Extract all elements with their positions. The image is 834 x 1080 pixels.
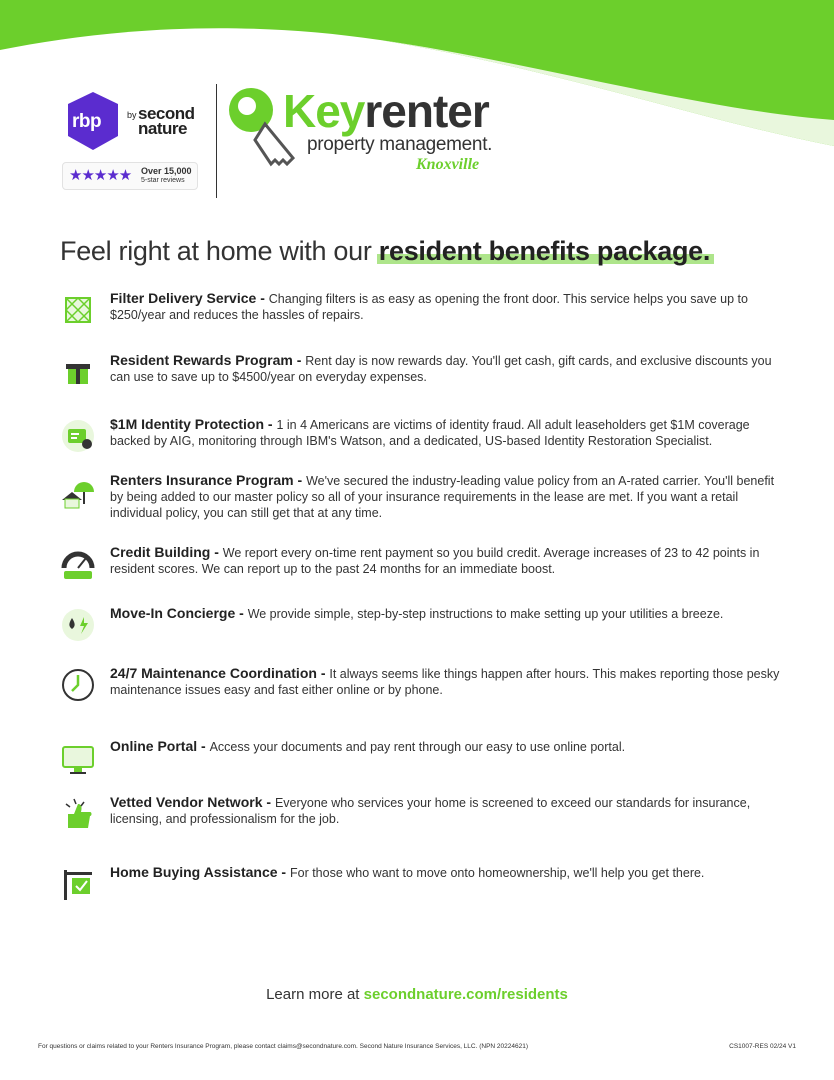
benefit-title: $1M Identity Protection - bbox=[110, 416, 277, 432]
second-nature-logo bbox=[138, 106, 195, 136]
page-headline bbox=[60, 236, 710, 267]
benefit-body: Everyone who services your home is screened to exceed our standards for insurance, licensing, and professionalism for the job. bbox=[110, 796, 751, 826]
learn-more-prefix: Learn more at bbox=[266, 986, 364, 1003]
benefit-title: Vetted Vendor Network - bbox=[110, 794, 275, 810]
benefit-text bbox=[110, 794, 780, 827]
five-stars-icon: ★★★★★ bbox=[69, 167, 132, 184]
keyrenter-subtitle: property management. bbox=[307, 134, 493, 155]
learn-more bbox=[0, 986, 834, 1003]
benefit-title: Filter Delivery Service - bbox=[110, 290, 269, 306]
home-sign-icon bbox=[60, 866, 96, 902]
reviews-badge bbox=[62, 162, 198, 190]
headline-prefix: Feel right at home with our bbox=[60, 236, 379, 266]
identity-card-icon bbox=[60, 418, 96, 454]
filter-icon bbox=[60, 292, 96, 328]
benefit-title: Online Portal - bbox=[110, 738, 210, 754]
reviews-label: 5-star reviews bbox=[141, 177, 185, 184]
monitor-icon bbox=[60, 740, 96, 776]
benefit-body: 1 in 4 Americans are victims of identity fraud. All adult leaseholders get $1M coverage backed by AIG, monitoring through IBM's Watson, and a dedicated, US-based Identity Restoration Specialist. bbox=[110, 418, 750, 448]
second-nature-line1: second bbox=[138, 104, 195, 123]
benefit-text bbox=[110, 738, 780, 755]
insurance-disclaimer: For questions or claims related to your Renters Insurance Program, please contact claims@secondnature.com. Second Nature Insurance Services, LLC. (NPN 20224621) bbox=[38, 1043, 529, 1050]
learn-more-link[interactable]: secondnature.com/residents bbox=[363, 986, 568, 1003]
benefit-body: Changing filters is as easy as opening the front door. This service helps you save up to $250/year and reduces the hassles of repairs. bbox=[110, 292, 748, 322]
benefit-body: Rent day is now rewards day. You'll get cash, gift cards, and exclusive discounts you can use to save up to $4500/year on everyday expenses. bbox=[110, 354, 772, 384]
keyrenter-city: Knoxville bbox=[416, 156, 480, 173]
benefit-title: Renters Insurance Program - bbox=[110, 472, 307, 488]
benefit-body: We've secured the industry-leading value policy from an A-rated carrier. You'll benefit by being added to our master policy so all of your insurance requirements in the lease are met. If you want a retail individual policy, you can still get that at any time. bbox=[110, 474, 775, 520]
second-nature-line2: nature bbox=[138, 119, 187, 138]
utilities-icon bbox=[60, 607, 96, 643]
reviews-count: Over 15,000 bbox=[141, 166, 192, 176]
keyrenter-key-text: Key bbox=[283, 85, 365, 137]
benefit-title: Credit Building - bbox=[110, 544, 223, 560]
benefit-text bbox=[110, 665, 780, 698]
benefit-title: Resident Rewards Program - bbox=[110, 352, 306, 368]
logo-divider bbox=[216, 84, 217, 198]
benefit-body: We provide simple, step-by-step instructions to make setting up your utilities a breeze. bbox=[247, 607, 724, 621]
headline-highlight: resident benefits package. bbox=[378, 236, 711, 266]
credit-gauge-icon bbox=[60, 546, 96, 582]
rbp-by-text: by bbox=[127, 110, 137, 120]
benefit-title: 24/7 Maintenance Coordination - bbox=[110, 665, 330, 681]
benefit-body: It always seems like things happen after hours. This makes reporting those pesky maintenance issues easy and fast either online or by phone. bbox=[110, 667, 780, 697]
gift-icon bbox=[60, 354, 96, 390]
benefit-body: We report every on-time rent payment so you build credit. Average increases of 23 to 42 points in resident scores. We can report up to the past 24 months for an immediate boost. bbox=[110, 546, 760, 576]
benefit-text bbox=[110, 290, 780, 323]
benefit-body: Access your documents and pay rent through our easy to use online portal. bbox=[209, 740, 626, 754]
benefit-text bbox=[110, 544, 780, 577]
keyrenter-renter-text: renter bbox=[364, 85, 489, 137]
benefit-title: Home Buying Assistance - bbox=[110, 864, 290, 880]
benefit-text bbox=[110, 605, 780, 622]
thumbs-up-icon bbox=[60, 796, 96, 832]
benefit-text bbox=[110, 416, 780, 449]
benefit-text bbox=[110, 864, 780, 881]
benefit-title: Move-In Concierge - bbox=[110, 605, 248, 621]
logo-area bbox=[60, 84, 520, 204]
benefit-text bbox=[110, 352, 780, 385]
benefit-body: For those who want to move onto homeownership, we'll help you get there. bbox=[289, 866, 705, 880]
rbp-logo-text: rbp bbox=[72, 111, 102, 132]
keyrenter-wordmark bbox=[283, 86, 489, 136]
umbrella-house-icon bbox=[60, 474, 96, 510]
document-code: CS1007-RES 02/24 V1 bbox=[729, 1043, 796, 1050]
clock-icon bbox=[60, 667, 96, 703]
benefit-text bbox=[110, 472, 780, 521]
